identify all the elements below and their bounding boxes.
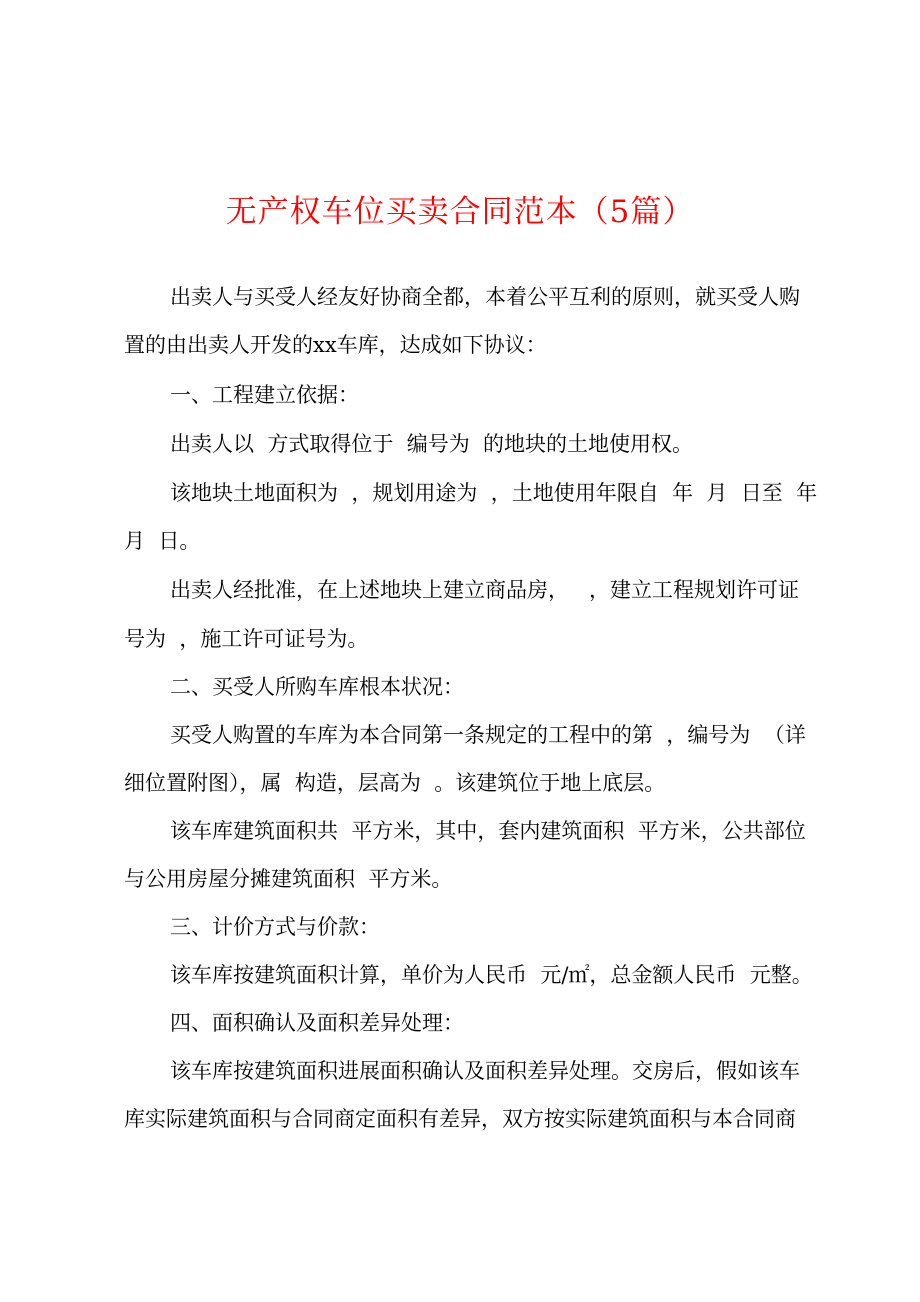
- paragraph-line: 置的由出卖人开发的xx车库，达成如下协议：: [124, 333, 547, 357]
- section-heading: 一、工程建立依据：: [170, 383, 359, 407]
- document-title: 无产权车位买卖合同范本（5篇）: [225, 194, 695, 230]
- paragraph-line: 买受人购置的车库为本合同第一条规定的工程中的第 ，编号为 （详: [170, 723, 806, 747]
- section-heading: 三、计价方式与价款：: [170, 915, 380, 939]
- section-heading: 二、买受人所购车库根本状况：: [170, 675, 464, 699]
- paragraph-line: 该车库按建筑面积计算，单价为人民币 元/㎡，总金额人民币 元整。: [170, 963, 813, 987]
- paragraph-line: 出卖人与买受人经友好协商全都，本着公平互利的原则，就买受人购: [170, 285, 800, 309]
- paragraph-line: 该地块土地面积为 ，规划用途为 ，土地使用年限自 年 月 日至 年: [170, 481, 818, 505]
- paragraph-line: 该车库按建筑面积进展面积确认及面积差异处理。交房后，假如该车: [170, 1059, 800, 1083]
- paragraph-line: 该车库建筑面积共 平方米，其中，套内建筑面积 平方米，公共部位: [170, 819, 806, 843]
- paragraph-line: 号为 ，施工许可证号为。: [124, 627, 369, 651]
- paragraph-line: 出卖人经批准，在上述地块上建立商品房， ，建立工程规划许可证: [170, 578, 800, 602]
- section-heading: 四、面积确认及面积差异处理：: [170, 1011, 464, 1035]
- paragraph-line: 出卖人以 方式取得位于 编号为 的地块的土地使用权。: [170, 432, 694, 456]
- paragraph-line: 月 日。: [124, 529, 201, 553]
- paragraph-line: 细位置附图），属 构造，层高为 。该建筑位于地上底层。: [124, 771, 666, 795]
- paragraph-line: 与公用房屋分摊建筑面积 平方米。: [124, 867, 453, 891]
- paragraph-line: 库实际建筑面积与合同商定面积有差异，双方按实际建筑面积与本合同商: [124, 1107, 796, 1131]
